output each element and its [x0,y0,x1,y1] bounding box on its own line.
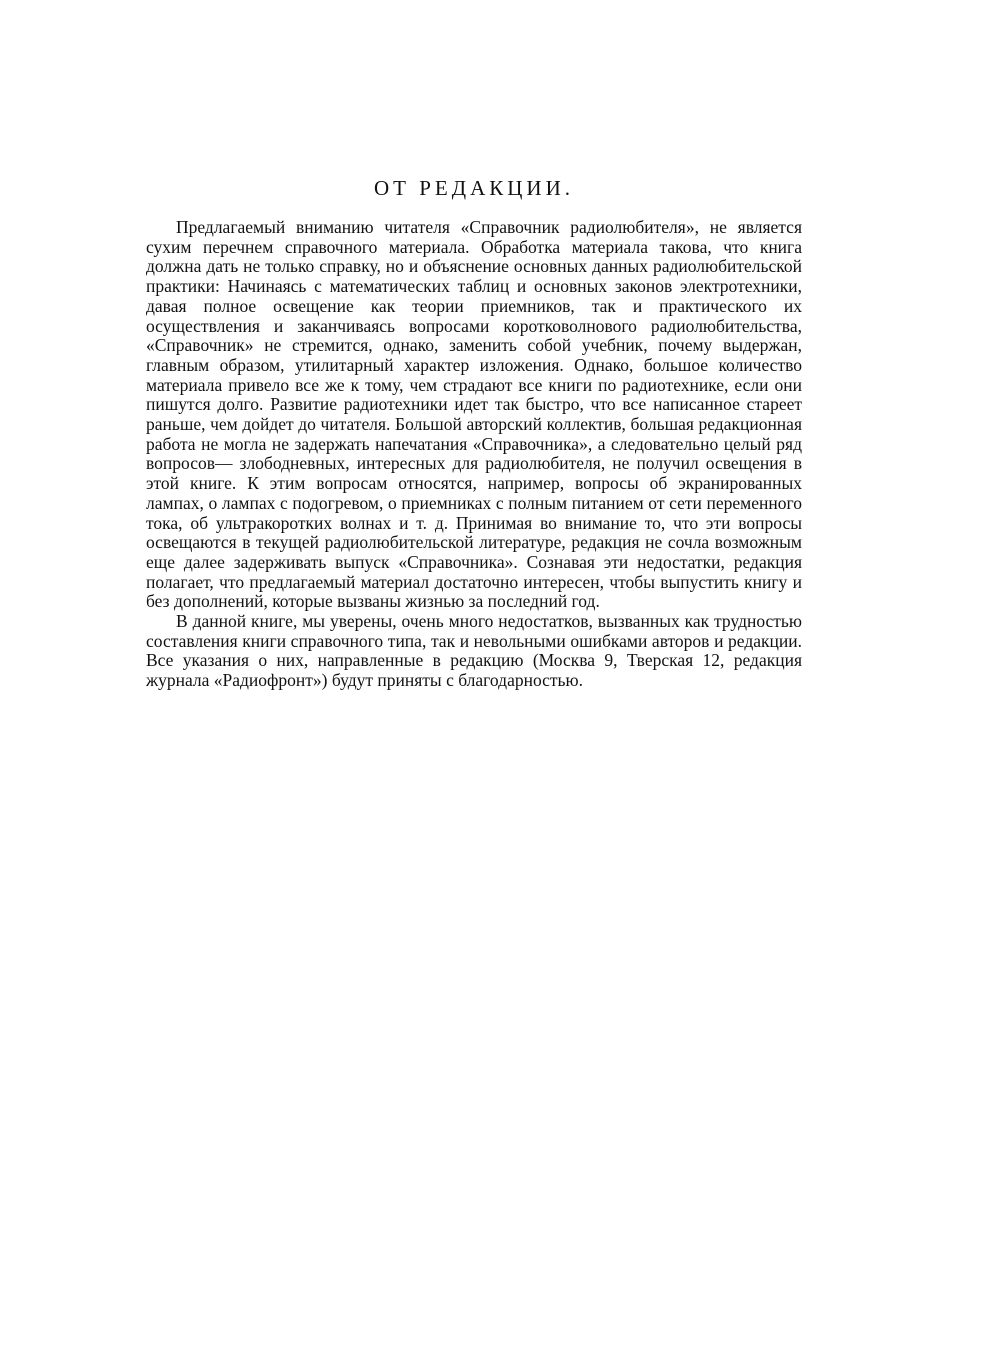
paragraph-intro: Предлагаемый вниманию читателя «Справочник радиолюбителя», не является сухим перечнем справочного материала. Обработка материала такова, что книга должна дать не только справку, но и объяснение основных данных радиолюбительской практики: Начинаясь с математических таблиц и основных законов электротехники, давая полное освещение как теории приемников, так и практического их осуществления и заканчиваясь вопросами коротковолнового радиолюбительства, «Справочник» не стремится, однако, заменить собой учебник, почему выдержан, главным образом, утилитарный характер изложения. Однако, большое количество материала привело все же к тому, чем страдают все книги по радиотехнике, если они пишутся долго. Развитие радиотехники идет так быстро, что все написанное стареет раньше, чем дойдет до читателя. Большой авторский коллектив, большая редакционная работа не могла не задержать напечатания «Справочника», а следовательно целый ряд вопросов— злободневных, интересных для радиолюбителя, не получил освещения в этой книге. К этим вопросам относятся, например, вопросы об экранированных лампах, о лампах с подогревом, о приемниках с полным питанием от сети переменного тока, об ультракоротких волнах и т. д. Принимая во внимание то, что эти вопросы освещаются в текущей радиолюбительской литературе, редакция не сочла возможным еще далее задерживать выпуск «Справочника». Сознавая эти недостатки, редакция полагает, что предлагаемый материал достаточно интересен, чтобы выпустить книгу и без дополнений, которые вызваны жизнью за последний год. [146,217,802,612]
paragraph-closing: В данной книге, мы уверены, очень много недостатков, вызванных как трудностью составления книги справочного типа, так и невольными ошибками авторов и редакции. Все указания о них, направленные в редакцию (Москва 9, Тверская 12, редакция журнала «Радиофронт») будут приняты с благодарностью. [146,611,802,691]
editorial-note [146,176,802,691]
page-title: ОТ РЕДАКЦИИ. [374,176,574,200]
